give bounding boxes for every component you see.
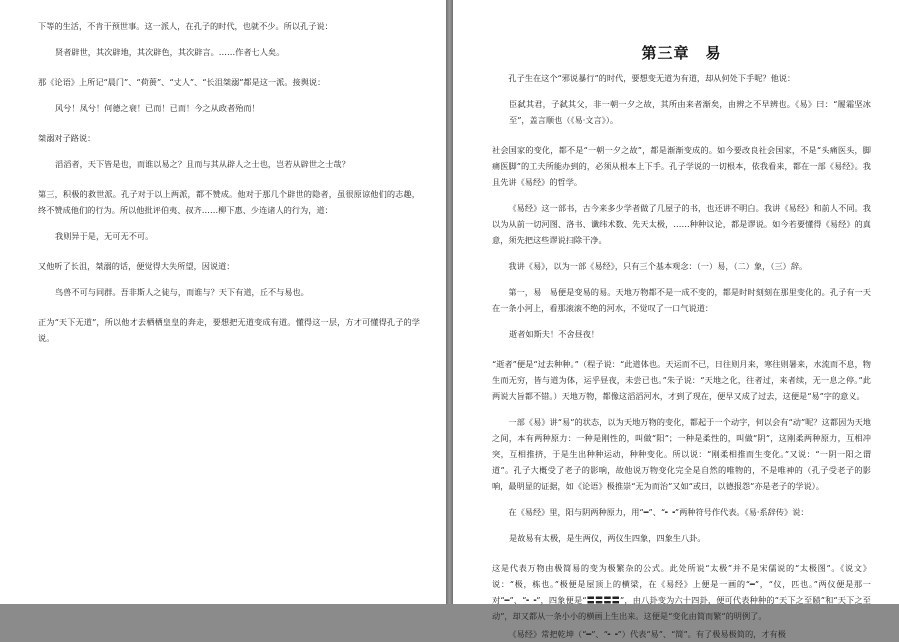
right-paragraph: 孔子生在这个“邪说暴行”的时代，要想变无道为有道，却从何处下手呢？他说： xyxy=(508,73,796,83)
right-quote: 逝者如斯夫！不舍昼夜！ xyxy=(509,329,600,339)
left-paragraph: 第三，积极的救世派。孔子对于以上两派，都不赞成。他对于那几个辟世的隐者，虽很原谅他们的志趣，终不赞成他们的行为。所以他批评伯夷、叔齐……柳下惠、少连诸人的行为，道： xyxy=(38,189,420,215)
chapter-title: 第三章 易 xyxy=(641,44,722,62)
right-paragraph: 我讲《易》，以为一部《易经》，只有三个基本观念：（一）易，（二）象，（三）辞。 xyxy=(508,261,808,271)
left-paragraph: 又他听了长沮，桀溺的话，便觉得大失所望，因说道： xyxy=(38,261,235,271)
left-paragraph: 桀溺对子路说： xyxy=(38,133,96,143)
right-quote: 是故易有太极，是生两仪，两仪生四象，四象生八卦。 xyxy=(509,533,706,543)
right-paragraph: 社会国家的变化，都不是“一朝一夕之故”，都是渐渐变成的。如今要改良社会国家，不是“头痛医头，脚痛医脚”的工夫所能办到的，必须从根本上下手。孔子学说的一切根本，依我看来，都在一部《易经》。我且先讲《易经》的哲学。 xyxy=(492,145,871,187)
right-paragraph: 第一，易 易便是变易的易。天地万物都不是一成不变的，都是时时刻刻在那里变化的。孔子有一天在一条小河上，看那滚滚不绝的河水，不觉叹了一口气说道： xyxy=(492,287,871,313)
left-paragraph: 下等的生活，不肯干预世事。这一派人，在孔子的时代，也就不少。所以孔子说： xyxy=(38,21,333,31)
right-quote: 臣弑其君，子弑其父，非一朝一夕之故，其所由来者渐矣，由辨之不早辨也。《易》曰：“履霜坚冰至”，盖言顺也（《易·文言》）。 xyxy=(509,99,871,125)
left-page xyxy=(0,0,446,604)
right-paragraph: 这是代表万物由极简易的变为极繁杂的公式。此处所说“太极”并不是宋儒说的“太极图”。《说文》说：“极，栋也。”极便是屋顶上的横梁，在《易经》上便是一画的“━”，“仪，匹也。”两仪便是那一对“━”、“╸╺”，四象便是“〓〓〓〓”，由八卦变为六十四卦，便可代表种种的“天下之至赜”和“天下之至动”，却又都从一条小小的横画上生出来。这便是“变化由简而繁”的明例了。 xyxy=(492,563,871,621)
right-paragraph: 《易经》常把乾坤（“━”、“╸╺”）代表“易”、“简”。有了极易极简的，才有极 xyxy=(508,629,786,639)
left-paragraph: 正为“天下无道”，所以他才去栖栖皇皇的奔走，要想把无道变成有道。懂得这一层，方才可懂得孔子的学说。 xyxy=(38,317,420,343)
left-quote: 滔滔者，天下皆是也，而谁以易之？且而与其从辟人之士也，岂若从辟世之士哉？ xyxy=(55,159,350,169)
left-quote: 我则异于是，无可无不可。 xyxy=(55,231,154,241)
left-quote: 贤者辟世，其次辟地，其次辟色，其次辟言。……作者七人矣。 xyxy=(55,47,285,57)
left-quote: 风兮！凤兮！何德之衰！已而！已而！今之从政者殆而！ xyxy=(55,103,260,113)
right-paragraph: 在《易经》里，阳与阴两种原力，用“━”、“╸╺”两种符号作代表。《易·系辞传》说： xyxy=(508,507,809,517)
page-gutter xyxy=(446,0,453,604)
left-quote: 鸟兽不可与同群。吾非斯人之徒与，而谁与？天下有道，丘不与易也。 xyxy=(55,287,309,297)
right-paragraph: 一部《易》讲“易”的状态，以为天地万物的变化，都起于一个动字，何以会有“动”呢？这都因为天地之间，本有两种原力：一种是刚性的，叫做“阳”；一种是柔性的，叫做“阴”，这刚柔两种原力，互相冲突，互相推挤，于是生出种种运动，种种变化。所以说：“刚柔相推而生变化。”又说：“一阴一阳之谓道”。孔子大概受了老子的影响，故他说万物变化完全是自然的唯物的，不是唯神的（孔子受老子的影响，最明显的证据，如《论语》极推崇“无为而治”又如“或曰，以德报怨”亦是老子的学说）。 xyxy=(492,417,871,491)
right-paragraph: “逝者”便是“过去种种。”（程子说：“此道体也。天运而不已，日往则月来，寒往则暑来，水流而不息，物生而无穷，皆与道为体，运乎昼夜，未尝已也。”朱子说：“天地之化，往者过，来者续，无一息之停。”此两说大旨都不错。）天地万物，都像这滔滔河水，才到了现在，便早又成了过去，这便是“易”字的意义。 xyxy=(492,359,871,401)
left-paragraph: 那《论语》上所记“晨门”、“荷蒉”、“丈人”、“长沮桀溺”都是这一派。接舆说： xyxy=(38,77,326,87)
right-page xyxy=(453,0,899,639)
right-paragraph: 《易经》这一部书，古今来多少学者做了几屋子的书，也还讲不明白。我讲《易经》和前人不同。我以为从前一切河图、洛书、谶纬术数、先天太极，……种种议论，都是谬说。如今若要懂得《易经》的真意，须先把这些谬说扫除干净。 xyxy=(492,203,871,245)
